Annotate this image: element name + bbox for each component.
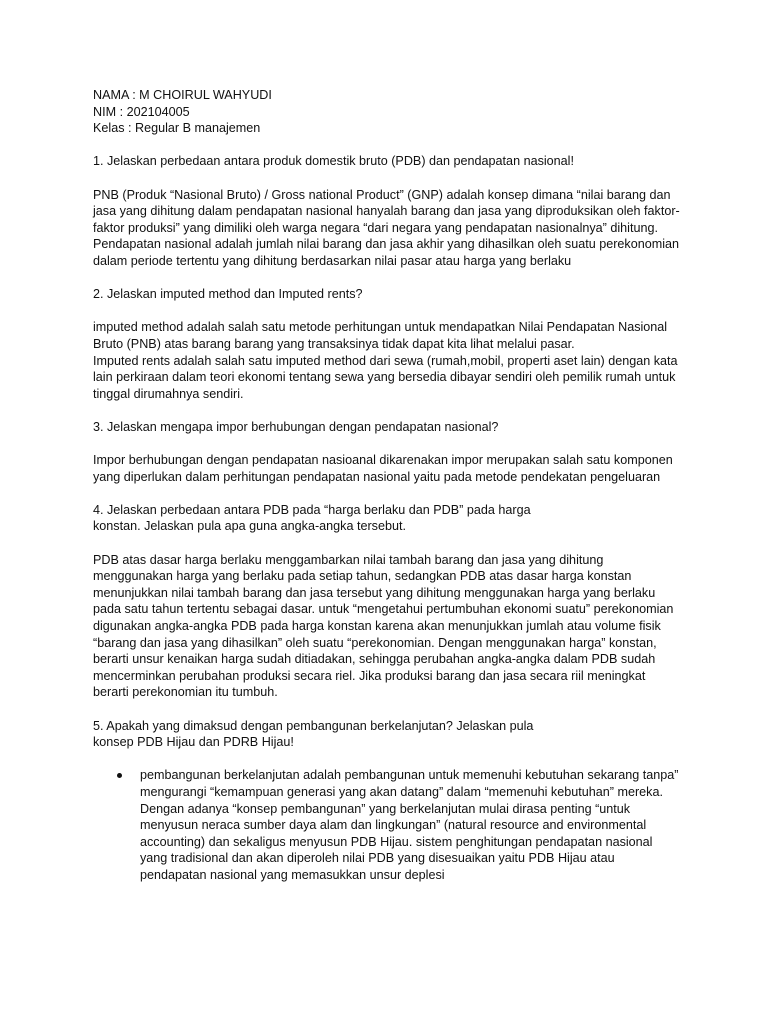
answer-1-pnb: PNB (Produk “Nasional Bruto) / Gross national Product” (GNP) adalah konsep dimana “nilai barang dan jasa yang dihitung dalam pendapatan nasional hanyalah barang dan jasa yang diproduksikan oleh faktor-faktor produksi” yang dimiliki oleh warga negara “dari negara yang pendapatan nasionalnya” dihitung.	[93, 187, 680, 235]
spacer	[93, 402, 683, 419]
answer-5-list	[93, 767, 683, 883]
student-name: NAMA : M CHOIRUL WAHYUDI	[93, 88, 272, 102]
spacer	[93, 485, 683, 502]
list-item	[93, 767, 683, 883]
question-4-line-1: 4. Jelaskan perbedaan antara PDB pada “harga berlaku dan PDB” pada harga	[93, 502, 531, 517]
question-3: 3. Jelaskan mengapa impor berhubungan dengan pendapatan nasional?	[93, 419, 499, 434]
answer-3: Impor berhubungan dengan pendapatan nasioanal dikarenakan impor merupakan salah satu komponen yang diperlukan dalam perhitungan pendapatan nasional yaitu pada metode pendekatan pengeluaran	[93, 453, 673, 484]
answer-2-imputed-method: imputed method adalah salah satu metode perhitungan untuk mendapatkan Nilai Pendapatan Nasional Bruto (PNB) atas barang barang yang transaksinya tidak dapat kita lihat melalui pasar.	[93, 320, 668, 351]
question-1: 1. Jelaskan perbedaan antara produk domestik bruto (PDB) dan pendapatan nasional!	[93, 154, 574, 169]
spacer	[93, 270, 683, 287]
spacer	[93, 435, 683, 452]
spacer	[93, 303, 683, 320]
student-class: Kelas : Regular B manajemen	[93, 121, 261, 136]
spacer	[93, 535, 683, 552]
document-body	[93, 87, 683, 884]
answer-4: PDB atas dasar harga berlaku menggambarkan nilai tambah barang dan jasa yang dihitung menggunakan harga yang berlaku pada setiap tahun, sedangkan PDB atas dasar harga konstan menunjukkan nilai tambah barang dan jasa tersebut yang dihitung menggunakan harga yang berlaku pada satu tahun tertentu sebagai dasar. untuk “mengetahui pertumbuhan ekonomi suatu” perekonomian digunakan angka-angka PDB pada harga konstan karena akan menunjukkan jumlah atau volume fisik “barang dan jasa yang dihasilkan” oleh suatu “perekonomian. Dengan menggunakan harga” konstan, berarti unsur kenaikan harga sudah ditiadakan, sehingga perubahan angka-angka dalam PDB sudah mencerminkan perubahan produksi secara riel. Jika produksi barang dan jasa secara riil meningkat berarti perekonomian itu tumbuh.	[93, 552, 674, 700]
question-5-line-2: konsep PDB Hijau dan PDRB Hijau!	[93, 735, 294, 750]
spacer	[93, 701, 683, 718]
spacer	[93, 137, 683, 154]
question-2: 2. Jelaskan imputed method dan Imputed rents?	[93, 287, 363, 302]
answer-1-pendapatan-nasional: Pendapatan nasional adalah jumlah nilai barang dan jasa akhir yang dihasilkan oleh suatu perekonomian dalam periode tertentu yang dihitung berdasarkan nilai pasar atau harga yang berlaku	[93, 237, 680, 268]
spacer	[93, 751, 683, 768]
bullet-icon	[117, 773, 122, 778]
student-nim: NIM : 202104005	[93, 104, 190, 119]
answer-5-bullet-text: pembangunan berkelanjutan adalah pembangunan untuk memenuhi kebutuhan sekarang tanpa” mengurangi “kemampuan generasi yang akan datang” dalam “memenuhi kebutuhan” mereka. Dengan adanya “konsep pembangunan” yang berkelanjutan mulai dirasa penting “untuk menyusun neraca sumber daya alam dan lingkungan” (natural resource and environmental accounting) dan sekaligus menyusun PDB Hijau. sistem penghitungan pendapatan nasional yang tradisional dan akan diperoleh nilai PDB yang disesuaikan yaitu PDB Hijau atau pendapatan nasional yang memasukkan unsur deplesi	[140, 768, 679, 882]
question-5-line-1: 5. Apakah yang dimaksud dengan pembangunan berkelanjutan? Jelaskan pula	[93, 718, 534, 733]
spacer	[93, 170, 683, 187]
answer-2-imputed-rents: Imputed rents adalah salah satu imputed method dari sewa (rumah,mobil, properti aset lain) dengan kata lain perkiraan dalam teori ekonomi tentang sewa yang bersedia dibayar sendiri oleh pemilik rumah untuk tinggal dirumahnya sendiri.	[93, 353, 678, 401]
question-4-line-2: konstan. Jelaskan pula apa guna angka-angka tersebut.	[93, 519, 406, 534]
